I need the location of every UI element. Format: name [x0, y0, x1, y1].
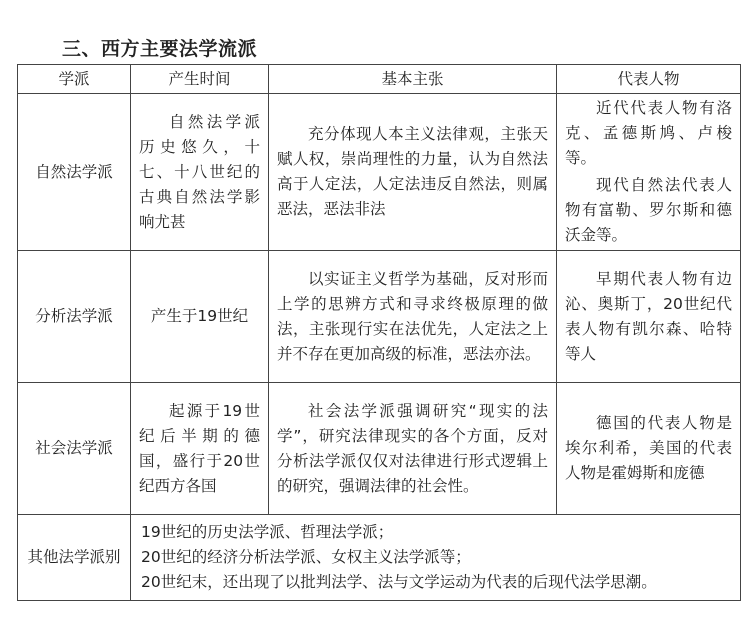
claims-cell	[269, 383, 557, 515]
column-header-representatives: 代表人物	[557, 65, 741, 94]
school-name: 自然法学派	[18, 94, 131, 251]
school-name: 分析法学派	[18, 251, 131, 383]
other-schools-line: 20世纪的经济分析法学派、女权主义法学派等；	[141, 548, 471, 566]
school-name: 其他法学派别	[18, 515, 131, 601]
claims-text: 以实证主义哲学为基础，反对形而上学的思辨方式和寻求终极原理的做法，主张现行实在法优先，人定法之上并不存在更加高级的标准，恶法亦法。	[277, 269, 548, 363]
section-heading: 三、西方主要法学流派	[62, 38, 258, 60]
representatives-cell	[557, 251, 741, 383]
origin-text: 起源于19世纪后半期的德国，盛行于20世纪西方各国	[139, 401, 260, 495]
origin-cell	[131, 383, 269, 515]
table-row	[18, 251, 741, 383]
table-row	[18, 515, 741, 601]
representatives-text: 早期代表人物有边沁、奥斯丁，20世纪代表人物有凯尔森、哈特等人	[565, 269, 732, 363]
school-name: 社会法学派	[18, 383, 131, 515]
table-row	[18, 383, 741, 515]
claims-cell	[269, 251, 557, 383]
table-header-row	[18, 65, 741, 94]
representatives-cell	[557, 383, 741, 515]
claims-cell	[269, 94, 557, 251]
other-schools-line: 19世纪的历史法学派、哲理法学派；	[141, 523, 394, 541]
origin-text: 自然法学派历史悠久，十七、十八世纪的古典自然法学影响尤甚	[139, 112, 260, 231]
representatives-text: 德国的代表人物是埃尔利希，美国的代表人物是霍姆斯和庞德	[565, 414, 732, 482]
other-schools-line: 20世纪末，还出现了以批判法学、法与文学运动为代表的后现代法学思潮。	[141, 573, 657, 591]
other-schools-cell	[131, 515, 741, 601]
claims-text: 社会法学派强调研究“现实的法学”，研究法律现实的各个方面，反对分析法学派仅仅对法律进行形式逻辑上的研究，强调法律的社会性。	[277, 401, 548, 495]
column-header-claims: 基本主张	[269, 65, 557, 94]
column-header-origin: 产生时间	[131, 65, 269, 94]
law-schools-table	[17, 64, 741, 601]
representatives-cell	[557, 94, 741, 251]
origin-text: 产生于19世纪	[131, 251, 269, 383]
table-row	[18, 94, 741, 251]
claims-text: 充分体现人本主义法律观，主张天赋人权，崇尚理性的力量，认为自然法高于人定法，人定法违反自然法，则属恶法，恶法非法	[277, 125, 548, 218]
representatives-text: 现代自然法代表人物有富勒、罗尔斯和德沃金等。	[565, 176, 732, 244]
origin-cell	[131, 94, 269, 251]
column-header-school: 学派	[18, 65, 131, 94]
representatives-text: 近代代表人物有洛克、孟德斯鸠、卢梭等。	[565, 99, 732, 167]
